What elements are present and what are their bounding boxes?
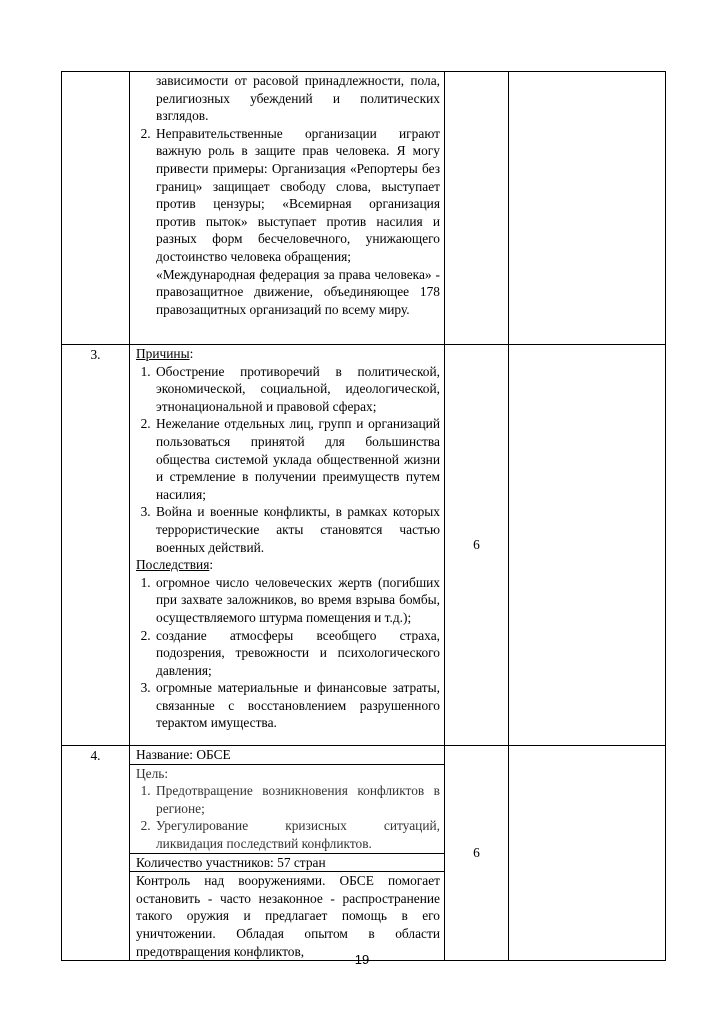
list-item: 2. Нежелание отдельных лиц, групп и организаций пользоваться принятой для большинства общества системой уклада общественной жизни и стремление в получении преимуществ путем насилия; (154, 415, 440, 503)
continued-text: зависимости от расовой принадлежности, пола, религиозных убеждений и политических взглядов. (156, 73, 440, 124)
row-number-cell (62, 72, 130, 345)
causes-list (136, 363, 440, 557)
extra-cell (509, 345, 666, 746)
answer-cell (130, 72, 445, 345)
name-line: Название: ОБСЕ (136, 747, 231, 762)
page-number: 19 (354, 952, 370, 967)
causes-heading: Причины: (136, 346, 194, 361)
score-cell: 6 (445, 345, 509, 746)
list-item: 2. создание атмосферы всеобщего страха, подозрения, тревожности и психологического давления; (154, 627, 440, 680)
row-number-cell: 4. (62, 746, 130, 961)
list-item: 1. Предотвращение возникновения конфликтов в регионе; (154, 782, 440, 817)
list-item: 3. Война и военные конфликты, в рамках которых террористические акты становятся частью военных действий. (154, 503, 440, 556)
score-cell (445, 72, 509, 345)
list-item: 3. огромные материальные и финансовые затраты, связанные с восстановлением разрушенного терактом имущества. (154, 679, 440, 732)
effects-list (136, 574, 440, 732)
goal-heading: Цель: (136, 765, 169, 781)
members-line: Количество участников: 57 стран (130, 853, 444, 872)
answer-cell (130, 746, 445, 961)
goal-block (130, 764, 444, 853)
table-row (62, 746, 666, 961)
list-item: 2. Неправительственные организации играют важную роль в защите прав человека. Я могу привести примеры: Организация «Репортеры без границ» защищает свободу слова, выступает против цензуры; «Всемирная организация против пыток» выступает против насилия и разных форм бесчеловечного, унижающего достоинство человека обращения; (154, 125, 440, 266)
table-row (62, 345, 666, 746)
control-paragraph: Контроль над вооружениями. ОБСЕ помогает остановить - часто незаконное - распространение такого оружия и предлагает помощь в его уничтожении. Обладая опытом в области предотвращения конфликтов, (130, 871, 444, 960)
list-item: 1. огромное число человеческих жертв (погибших при захвате заложников, во время взрыва бомбы, осуществляемого штурма помещения и т.д.); (154, 574, 440, 627)
extra-cell (509, 746, 666, 961)
list-item: 2. Урегулирование кризисных ситуаций, ликвидация последствий конфликтов. (154, 817, 440, 852)
table-row (62, 72, 666, 345)
row-number-cell: 3. (62, 345, 130, 746)
score-cell: 6 (445, 746, 509, 961)
answers-table (61, 71, 666, 961)
fidh-paragraph: «Международная федерация за права человека» - правозащитное движение, объединяющее 178 правозащитных организаций по всему миру. (156, 266, 440, 317)
goal-list (136, 782, 440, 852)
ngo-list (136, 125, 440, 266)
list-item: 1. Обострение противоречий в политической, экономической, социальной, идеологической, этнонациональной и правовой сферах; (154, 363, 440, 416)
extra-cell (509, 72, 666, 345)
answer-cell (130, 345, 445, 746)
effects-heading: Последствия: (136, 557, 214, 573)
